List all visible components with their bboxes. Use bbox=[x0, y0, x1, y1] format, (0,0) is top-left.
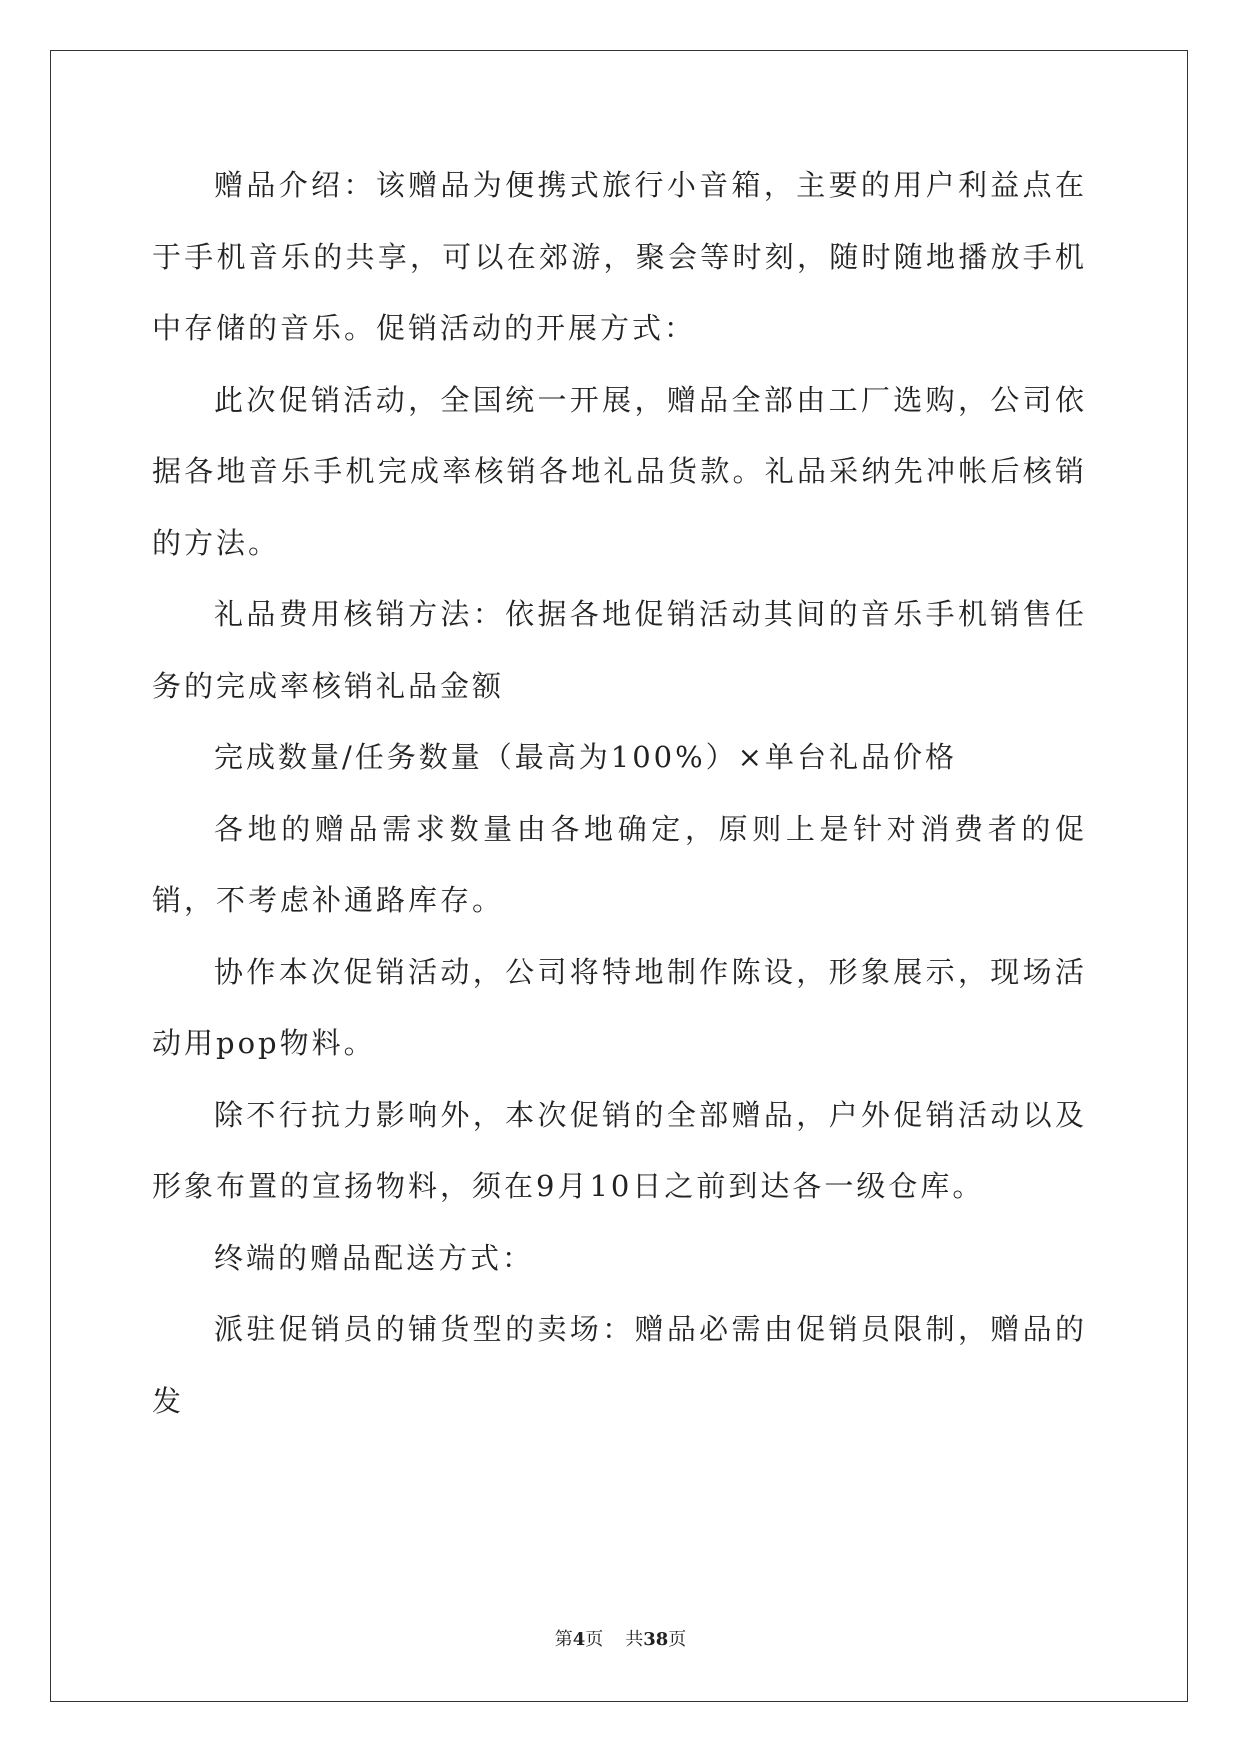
paragraph-formula: 完成数量/任务数量（最高为100%）×单台礼品价格 bbox=[214, 740, 957, 774]
paragraph-gift-intro: 赠品介绍：该赠品为便携式旅行小音箱，主要的用户利益点在于手机音乐的共享，可以在郊游，聚会等时刻，随时随地播放手机中存储的音乐。促销活动的开展方式： bbox=[152, 168, 1087, 345]
footer-total-pages: 38 bbox=[643, 1629, 669, 1650]
paragraph-terminal-delivery: 终端的赠品配送方式： bbox=[214, 1240, 535, 1275]
footer-total-prefix: 共 bbox=[625, 1629, 644, 1650]
footer-total-unit: 页 bbox=[668, 1629, 687, 1650]
document-body bbox=[152, 150, 1087, 1437]
page-footer bbox=[0, 1625, 1241, 1651]
paragraph-pop-materials: 协作本次促销活动，公司将特地制作陈设，形象展示，现场活动用pop物料。 bbox=[152, 954, 1087, 1060]
paragraph-delivery-deadline: 除不行抗力影响外，本次促销的全部赠品，户外促销活动以及形象布置的宣扬物料，须在9月10日之前到达各一级仓库。 bbox=[152, 1097, 1087, 1203]
footer-page-unit: 页 bbox=[585, 1629, 604, 1650]
footer-page-number: 4 bbox=[572, 1629, 586, 1650]
paragraph-demand: 各地的赠品需求数量由各地确定，原则上是针对消费者的促销，不考虑补通路库存。 bbox=[152, 811, 1087, 917]
paragraph-promotion-scope: 此次促销活动，全国统一开展，赠品全部由工厂选购，公司依据各地音乐手机完成率核销各地礼品货款。礼品采纳先冲帐后核销的方法。 bbox=[152, 382, 1087, 560]
paragraph-promoter-stores: 派驻促销员的铺货型的卖场：赠品必需由促销员限制，赠品的发 bbox=[152, 1312, 1087, 1418]
paragraph-cost-writeoff: 礼品费用核销方法：依据各地促销活动其间的音乐手机销售任务的完成率核销礼品金额 bbox=[152, 597, 1087, 703]
footer-page-prefix: 第 bbox=[554, 1629, 573, 1650]
